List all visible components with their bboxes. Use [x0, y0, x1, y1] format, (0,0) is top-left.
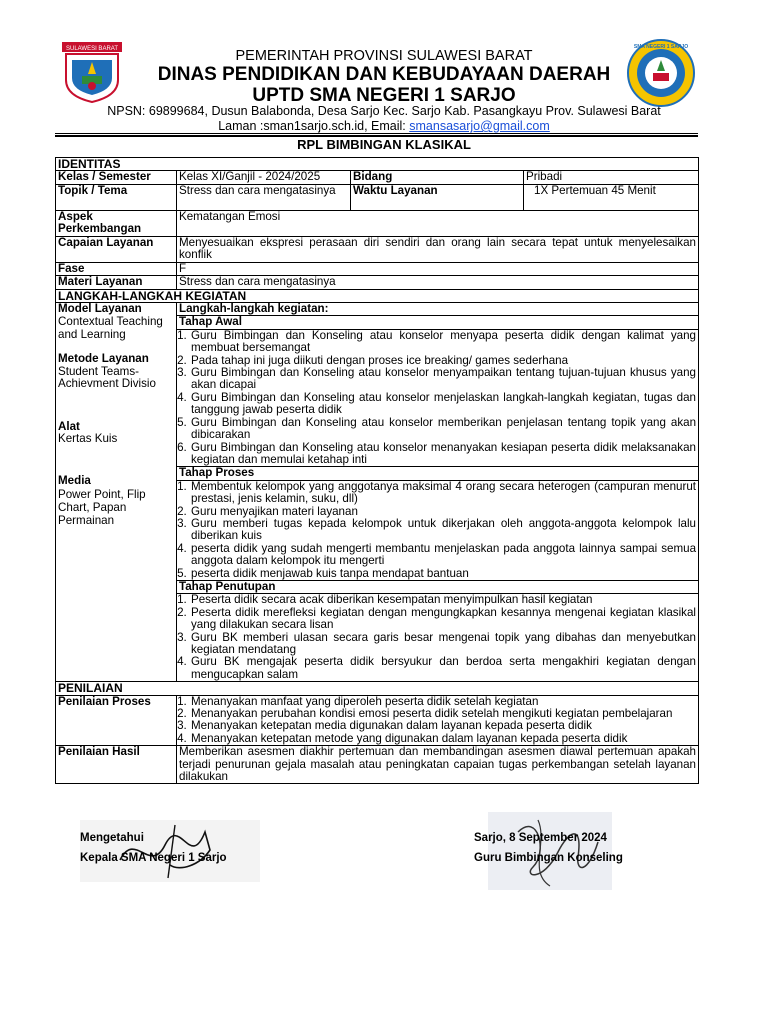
list-item: 2. Menanyakan perubahan kondisi emosi peserta didik setelah mengikuti kegiatan pembelajaran: [190, 708, 696, 720]
fase-label: Fase: [56, 262, 177, 275]
aspek-label: Aspek Perkembangan: [56, 210, 177, 236]
section-penilaian: [56, 682, 699, 695]
row-topik: [56, 184, 699, 210]
metode-value: Student Teams-Achievment Divisio: [58, 364, 156, 391]
list-item: 3. Guru Bimbingan dan Konseling atau konselor menyampaikan tentang tujuan-tujuan khusus yang akan dicapai: [190, 367, 696, 392]
penilaian-proses-list: [177, 696, 696, 746]
kelas-value: Kelas XI/Ganjil - 2024/2025: [177, 171, 351, 184]
rpl-table: [55, 157, 699, 784]
capaian-value: Menyesuaikan ekspresi perasaan diri sendiri dan orang lain secara tepat untuk menyelesaikan konflik: [177, 236, 699, 262]
alat-label: Alat: [58, 419, 80, 433]
signature-right-date: Sarjo, 8 September 2024: [474, 832, 607, 844]
capaian-label: Capaian Layanan: [56, 236, 177, 262]
proses-title: Tahap Proses: [177, 467, 699, 480]
row-materi: [56, 276, 699, 289]
list-item: 4. Guru BK mengajak peserta didik bersyukur dan berdoa serta mengakhiri kegiatan dengan mengucapkan salam: [190, 656, 696, 681]
proses-list-cell: [177, 480, 699, 580]
awal-list-cell: [177, 329, 699, 466]
row-capaian: [56, 236, 699, 262]
list-item: 2. Peserta didik merefleksi kegiatan dengan mengungkapkan kesannya mengenai kegiatan klasikal yang dilakukan secara lisan: [190, 607, 696, 632]
row-kelas: [56, 171, 699, 184]
awal-list: [177, 330, 696, 466]
svg-text:SULAWESI BARAT: SULAWESI BARAT: [65, 46, 119, 52]
waktu-label: Waktu Layanan: [351, 184, 524, 210]
document-title: RPL BIMBINGAN KLASIKAL: [297, 137, 471, 152]
row-penilaian-hasil: [56, 746, 699, 784]
model-value: Contextual Teaching and Learning: [58, 315, 163, 342]
penilaian-hasil-label: Penilaian Hasil: [56, 746, 177, 784]
list-item: 3. Guru BK memberi ulasan secara garis besar mengenai topik yang dibahas dan menyebutkan kegiatan mendatang: [190, 632, 696, 657]
penilaian-hasil-value: Memberikan asesmen diakhir pertemuan dan membandingan asesmen diawal pertemuan apakah terjadi penurunan gejala masalah atau peningkatan capaian tugas perkembangan setelah layanan dilakukan: [177, 746, 699, 784]
section-langkah: [56, 289, 699, 302]
topik-label: Topik / Tema: [56, 184, 177, 210]
list-item: 5. peserta didik menjawab kuis tanpa mendapat bantuan: [190, 568, 696, 580]
signature-left-line1: Mengetahui: [80, 832, 144, 844]
penutupan-list: [177, 594, 696, 681]
alat-value: Kertas Kuis: [58, 432, 118, 446]
penilaian-proses-cell: [177, 695, 699, 746]
header-government: PEMERINTAH PROVINSI SULAWESI BARAT: [235, 48, 533, 64]
signature-right-scan: [488, 812, 612, 890]
list-item: 2. Pada tahap ini juga diikuti dengan proses ice breaking/ games sederhana: [190, 355, 696, 367]
header-website: Laman :sman1sarjo.sch.id, Email:: [218, 119, 410, 133]
row-penilaian-proses: [56, 695, 699, 746]
header-department: DINAS PENDIDIKAN DAN KEBUDAYAAN DAERAH: [157, 64, 611, 85]
signature-right-role: Guru Bimbingan Konseling: [474, 852, 623, 864]
svg-text:SMA NEGERI 1 SARJO: SMA NEGERI 1 SARJO: [633, 44, 689, 50]
list-item: 3. Guru memberi tugas kepada kelompok untuk dikerjakan oleh anggota-anggota kelompok lalu diberikan kuis: [190, 518, 696, 543]
list-item: 4. Menanyakan ketepatan metode yang digunakan dalam layanan kepada peserta didik: [190, 733, 696, 745]
metode-label: Metode Layanan: [58, 352, 149, 366]
media-value: Power Point, Flip Chart, Papan Permainan: [58, 487, 146, 527]
media-label: Media: [58, 474, 91, 488]
penutupan-list-cell: [177, 594, 699, 682]
section-identitas: [56, 158, 699, 171]
model-label: Model Layanan: [58, 302, 142, 316]
header-school: UPTD SMA NEGERI 1 SARJO: [252, 85, 516, 106]
list-item: 4. Guru Bimbingan dan Konseling atau konselor menjelaskan langkah-langkah kegiatan, tugas dan tanggung jawab peserta didik: [190, 392, 696, 417]
fase-value: F: [177, 262, 699, 275]
row-fase: [56, 262, 699, 275]
section-identitas-label: IDENTITAS: [56, 158, 699, 171]
materi-label: Materi Layanan: [56, 276, 177, 289]
section-penilaian-label: PENILAIAN: [56, 682, 699, 695]
list-item: 5. Guru Bimbingan dan Konseling atau konselor memberikan penjelasan tentang topik yang akan dibicarakan: [190, 417, 696, 442]
list-item: 1. Guru Bimbingan dan Konseling atau konselor menyapa peserta didik dengan kalimat yang membuat bersemangat: [190, 330, 696, 355]
list-item: 2. Guru menyajikan materi layanan: [190, 506, 696, 518]
row-aspek: [56, 210, 699, 236]
list-item: 1. Membentuk kelompok yang anggotanya maksimal 4 orang secara heterogen (campuran menurut prestasi, jenis kelamin, suku, dll): [190, 481, 696, 506]
list-item: 4. peserta didik yang sudah mengerti membantu menjelaskan pada anggota lainnya sampai semua anggota dalam kelompok itu mengerti: [190, 543, 696, 568]
signature-left-scan: [80, 820, 260, 882]
list-item: 1. Peserta didik secara acak diberikan kesempatan menyimpulkan hasil kegiatan: [190, 594, 696, 606]
list-item: 3. Menanyakan ketepatan media digunakan dalam layanan kepada peserta didik: [190, 720, 696, 732]
aspek-value: Kematangan Emosi: [177, 210, 699, 236]
header-email-link[interactable]: smansasarjo@gmail.com: [409, 119, 550, 133]
signature-left-line2: Kepala SMA Negeri 1 Sarjo: [80, 852, 227, 864]
materi-value: Stress dan cara mengatasinya: [177, 276, 699, 289]
langkah-left-column: [56, 303, 177, 682]
waktu-value: 1X Pertemuan 45 Menit: [524, 184, 699, 210]
row-langkah-header: [56, 303, 699, 316]
awal-title: Tahap Awal: [177, 316, 699, 329]
topik-value: Stress dan cara mengatasinya: [177, 184, 351, 210]
section-langkah-label: LANGKAH-LANGKAH KEGIATAN: [56, 289, 699, 302]
list-item: 1. Menanyakan manfaat yang diperoleh peserta didik setelah kegiatan: [190, 696, 696, 708]
penutupan-title: Tahap Penutupan: [177, 580, 699, 593]
list-item: 6. Guru Bimbingan dan Konseling atau konselor menanyakan kesiapan peserta didik melaksanakan kegiatan dan memulai ketahap inti: [190, 442, 696, 467]
langkah-label: Langkah-langkah kegiatan:: [177, 303, 699, 316]
kelas-label: Kelas / Semester: [56, 171, 177, 184]
proses-list: [177, 481, 696, 580]
header-address: NPSN: 69899684, Dusun Balabonda, Desa Sarjo Kec. Sarjo Kab. Pasangkayu Prov. Sulawesi Barat: [107, 104, 661, 118]
bidang-label: Bidang: [351, 171, 524, 184]
header-contact: [0, 119, 768, 133]
header-rule: [55, 133, 698, 134]
bidang-value: Pribadi: [524, 171, 699, 184]
penilaian-proses-label: Penilaian Proses: [56, 695, 177, 746]
